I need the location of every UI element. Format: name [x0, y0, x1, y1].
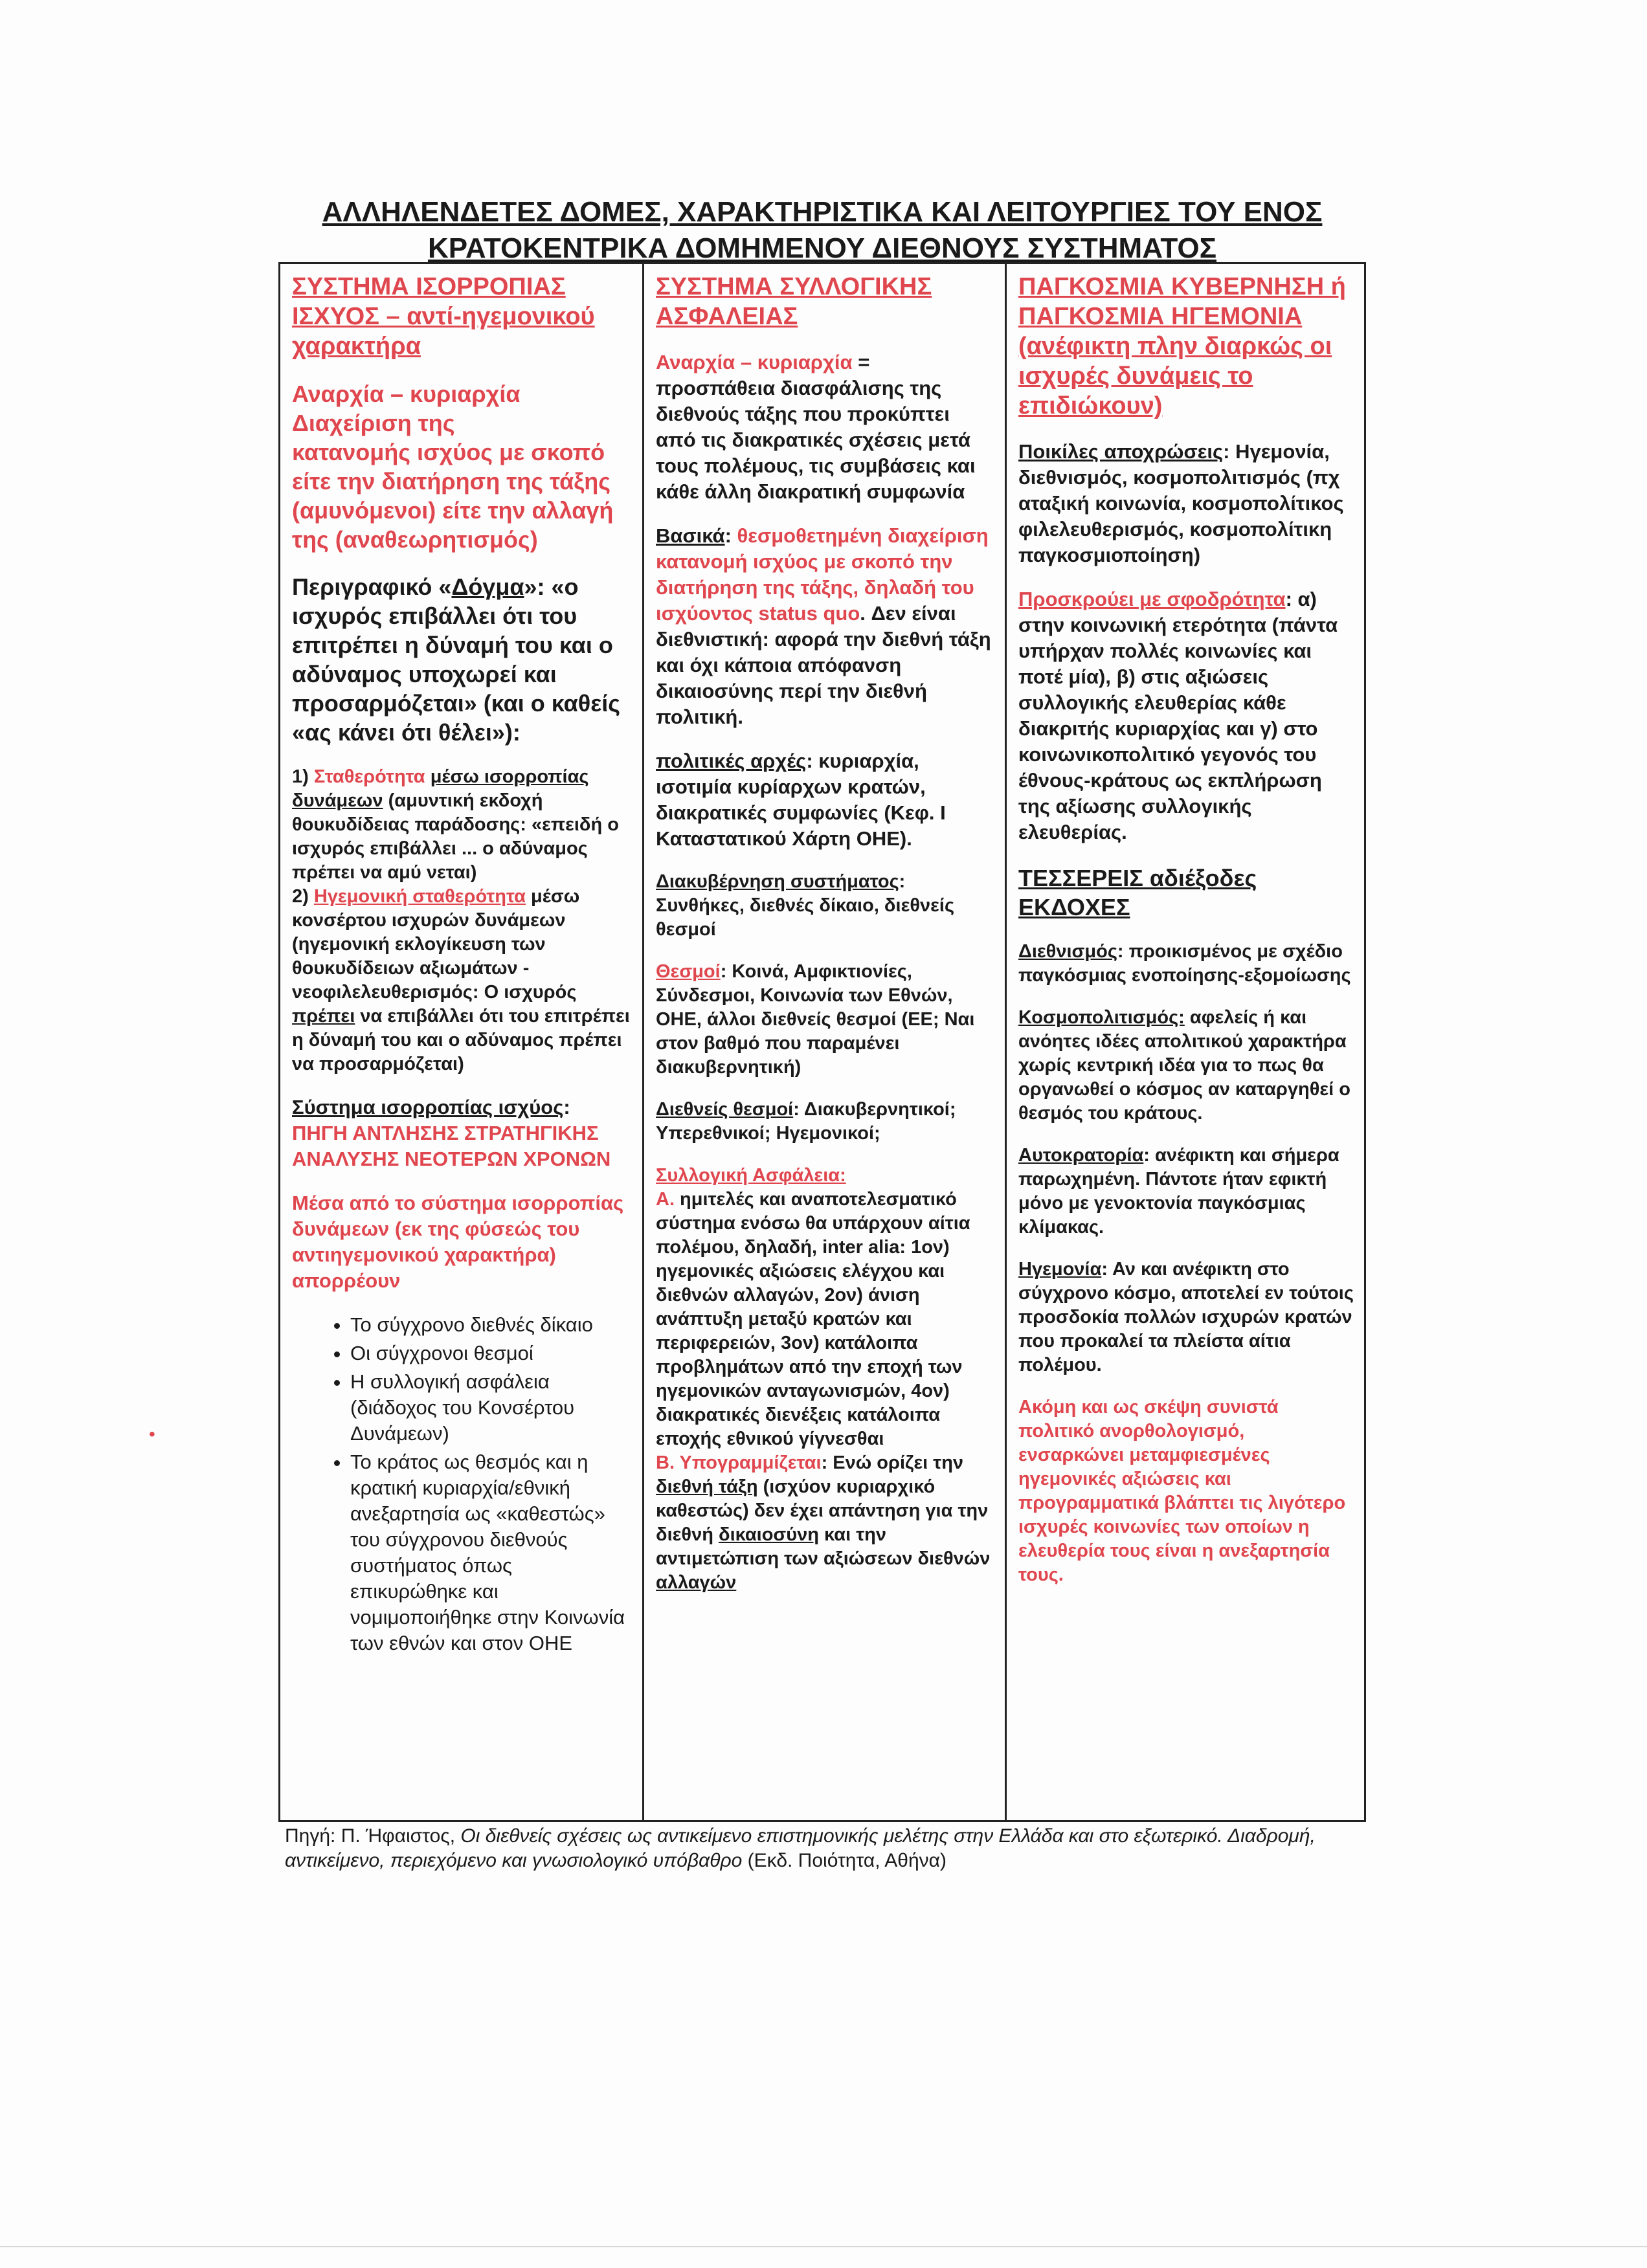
- dogma-post: »: «ο ισχυρός επιβάλλει ότι του επιτρέπει η δύναμή του και ο αδύναμος υποχωρεί και προσαρμόζεται» (και ο καθείς «ας κάνει ότι θέλει»):: [292, 573, 621, 746]
- anarchy-rest: = προσπάθεια διασφάλισης της διεθνούς τάξης που προκύπτει από τις διακρατικές σχέσεις μετά τους πολέμους, τις συμβάσεις και κάθε άλλη διακρατική συμφωνία: [656, 351, 976, 503]
- p2-rest1: μέσω κονσέρτου ισχυρών δυνάμεων (ηγεμονική εκλογίκευση των θουκυδίδειων αξιωμάτων - νεοφιλελευθερισμός: Ο ισχυρός: [292, 886, 580, 1003]
- col3-cosmopolitanism: [1018, 1006, 1354, 1126]
- col3-empire: [1018, 1144, 1354, 1240]
- col1-bullet-list: [305, 1312, 631, 1656]
- emp-label: Αυτοκρατορία: [1018, 1145, 1144, 1166]
- intl-rest: : Διακυβερνητικοί; Υπερεθνικοί; Ηγεμονικοί;: [656, 1099, 956, 1144]
- col2-anarchy: [656, 350, 993, 505]
- col3-internationalism: [1018, 940, 1354, 988]
- b-red: Β. Υπογραμμίζεται: [656, 1452, 822, 1473]
- col1-point-1: [292, 765, 631, 1076]
- column-collective-security: [644, 264, 1007, 1820]
- list-item: • Το κράτος ως θεσμός και η κρατική κυριαρχία/εθνική ανεξαρτησία ως «καθεστώς» του σύγχρονου διεθνούς συστήματος όπως επικυρώθηκε και νομιμοποιήθηκε στην Κοινωνία των εθνών και στον ΟΗΕ: [350, 1449, 631, 1656]
- inst-label: Θεσμοί: [656, 961, 721, 982]
- coll-label: Συλλογική Ασφάλεια:: [656, 1165, 846, 1186]
- gov-label: Διακυβέρνηση συστήματος: [656, 871, 899, 892]
- b-rest3: και την αντιμετώπιση των αξιώσεων διεθνών: [656, 1524, 991, 1569]
- sys-label: Σύστημα ισορροπίας ισχύος: [292, 1096, 564, 1118]
- col2-political: [656, 748, 993, 852]
- a-red: Α.: [656, 1189, 675, 1210]
- dogma-word: Δόγμα: [451, 573, 524, 600]
- clash-rest: : α) στην κοινωνική ετερότητα (πάντα υπήρχαν πολλές κοινωνίες και ποτέ μία), β) στις αξιώσεις συλλογικής ελευθερίας κάθε διακριτής κυριαρχίας και γ) στο κοινωνικοπολιτικό γεγονός του έθνους-κράτους ως εκπλήρωση της αξίωσης συλλογικής ελευθερίας.: [1018, 588, 1338, 843]
- title-line-2: ΚΡΑΤΟΚΕΝΤΡΙΚΑ ΔΟΜΗΜΕΝΟΥ ΔΙΕΘΝΟΥΣ ΣΥΣΤΗΜΑΤΟΣ: [427, 232, 1217, 264]
- b-u3: αλλαγών: [656, 1572, 737, 1593]
- p1-num: 1): [292, 766, 314, 787]
- basic-rest: . Δεν είναι διεθνιστική: αφορά την διεθνή τάξη και όχι κάποια απόφανση δικαιοσύνης περί την διεθνή πολιτική.: [656, 602, 991, 728]
- col3-closing: Ακόμη και ως σκέψη συνιστά πολιτικό ανορθολογισμό, ενσαρκώνει μεταμφιεσμένες ηγεμονικές αξιώσεις και προγραμματικά βλάπτει τις λιγότερο ισχυρές κοινωνίες των οποίων η ελευθερία τους είναι η ανεξαρτησία τους.: [1018, 1397, 1346, 1585]
- column-balance-of-power: [280, 264, 644, 1820]
- source-footer: [285, 1824, 1360, 1873]
- page-bottom-rule: [0, 2246, 1647, 2247]
- comparison-table: [278, 262, 1366, 1822]
- p2-u: πρέπει: [292, 1006, 355, 1027]
- col3-clash: [1018, 586, 1354, 845]
- b-rest2: (ισχύον κυριαρχικό καθεστώς) δεν έχει απάντηση για την διεθνή: [656, 1476, 989, 1545]
- basic-colon: :: [724, 524, 737, 547]
- column-heading: ΣΥΣΤΗΜΑ ΣΥΛΛΟΓΙΚΗΣ ΑΣΦΑΛΕΙΑΣ: [656, 273, 932, 330]
- anarchy-red: Αναρχία – κυριαρχία: [656, 351, 853, 373]
- source-title: Οι διεθνείς σχέσεις ως αντικείμενο επιστημονικής μελέτης στην Ελλάδα και στο εξωτερικό. Διαδρομή, αντικείμενο, περιεχόμενο και γνωσιολογικό υπόβαθρο: [285, 1825, 1316, 1871]
- b-u1: διεθνή τάξη: [656, 1476, 758, 1497]
- intl-label: Διεθνείς θεσμοί: [656, 1099, 794, 1120]
- variants-rest: : Ηγεμονία, διεθνισμός, κοσμοπολιτισμός (πχ αταξική κοινωνία, κοσμοπολίτικος φιλελευθερισμός, κοσμοπολίτικη παγκοσμιοποίηση): [1018, 440, 1344, 566]
- col2-basic: [656, 523, 993, 730]
- col1-intro-rest: κατανομής ισχύος με σκοπό είτε την διατήρηση της τάξης (αμυνόμενοι) είτε την αλλαγή της (αναθεωρητισμός): [292, 439, 614, 553]
- col1-intro-line1: Αναρχία – κυριαρχία: [292, 381, 521, 407]
- col1-system: [292, 1095, 631, 1172]
- p2-rest2: να επιβάλλει ότι του επιτρέπει η δύναμή του και ο αδύναμος πρέπει να προσαρμόζεται): [292, 1006, 630, 1074]
- title-line-1: ΑΛΛΗΛΕΝΔΕΤΕΣ ΔΟΜΕΣ, ΧΑΡΑΚΤΗΡΙΣΤΙΚΑ ΚΑΙ ΛΕΙΤΟΥΡΓΙΕΣ ΤΟΥ ΕΝΟΣ: [322, 196, 1323, 228]
- sys-red: ΠΗΓΗ ΑΝΤΛΗΣΗΣ ΣΤΡΑΤΗΓΙΚΗΣ ΑΝΑΛΥΣΗΣ ΝΕΟΤΕΡΩΝ ΧΡΟΝΩΝ: [292, 1122, 611, 1170]
- intl3-rest: : προικισμένος με σχέδιο παγκόσμιας ενοποίησης-εξομοίωσης: [1018, 941, 1351, 986]
- dogma-pre: Περιγραφικό «: [292, 573, 452, 600]
- basic-label: Βασικά: [656, 524, 725, 547]
- col3-variants: [1018, 439, 1354, 568]
- inst-rest: : Κοινά, Αμφικτιονίες, Σύνδεσμοι, Κοινωνία των Εθνών, ΟΗΕ, άλλοι διεθνείς θεσμοί (ΕΕ; Ναι στον βαθμό που παραμένει διακυβερνητική): [656, 961, 975, 1078]
- pol-rest: : κυριαρχία, ισοτιμία κυρίαρχων κρατών, διακρατικές συμφωνίες (Κεφ. Ι Καταστατικού Χάρτη ΟΗΕ).: [656, 750, 946, 850]
- col1-through: Μέσα από το σύστημα ισορροπίας δυνάμεων (εκ της φύσεώς του αντιηγεμονικού χαρακτήρα) απορρέουν: [292, 1192, 624, 1292]
- heg-rest: : Αν και ανέφικτη στο σύγχρονο κόσμο, αποτελεί εν τούτοις προσδοκία πολλών ισχυρών κρατών που προκαλεί τα πλείστα αίτια πολέμου.: [1018, 1259, 1354, 1375]
- variants-label: Ποικίλες αποχρώσεις: [1018, 440, 1224, 463]
- col1-intro: [292, 379, 631, 554]
- p1-u: μέσω ισορροπίας δυνάμεων: [292, 766, 589, 811]
- stray-mark-icon: •: [149, 1424, 155, 1444]
- col3-hegemony: [1018, 1258, 1354, 1377]
- b-rest1: : Ενώ ορίζει την: [821, 1452, 964, 1473]
- list-item: • Η συλλογική ασφάλεια (διάδοχος του Κονσέρτου Δυνάμεων): [350, 1369, 631, 1447]
- col2-collective: [656, 1164, 993, 1595]
- col3-four-variants: ΤΕΣΣΕΡΕΙΣ αδιέξοδες ΕΚΔΟΧΕΣ: [1018, 865, 1257, 920]
- source-pub: (Εκδ. Ποιότητα, Αθήνα): [742, 1850, 947, 1871]
- p2-num: 2): [292, 886, 314, 907]
- clash-label: Προσκρούει με σφοδρότητα: [1018, 588, 1286, 610]
- b-u2: δικαιοσύνη: [718, 1524, 819, 1545]
- col2-governance: [656, 870, 993, 942]
- cosmo-rest: αφελείς ή και ανόητες ιδέες απολιτικού χαρακτήρα χωρίς κεντρική ιδέα για το πως θα οργανωθεί ο κόσμος αν καταργηθεί ο θεσμός του κράτους.: [1018, 1007, 1350, 1124]
- col2-intl-institutions: [656, 1098, 993, 1146]
- list-item: • Οι σύγχρονοι θεσμοί: [350, 1340, 631, 1366]
- p1-red: Σταθερότητα: [313, 766, 425, 787]
- column-heading: ΠΑΓΚΟΣΜΙΑ ΚΥΒΕΡΝΗΣΗ ή ΠΑΓΚΟΣΜΙΑ ΗΓΕΜΟΝΙΑ (ανέφικτη πλην διαρκώς οι ισχυρές δυνάμεις το επιδιώκουν): [1018, 273, 1346, 419]
- cosmo-label: Κοσμοπολιτισμός:: [1018, 1007, 1185, 1028]
- p2-red: Ηγεμονική σταθερότητα: [313, 886, 526, 907]
- intl3-label: Διεθνισμός: [1018, 941, 1117, 962]
- col2-institutions: [656, 960, 993, 1080]
- list-item: • Το σύγχρονο διεθνές δίκαιο: [350, 1312, 631, 1338]
- basic-red: θεσμοθετημένη διαχείριση κατανομή ισχύος με σκοπό την διατήρηση της τάξης, δηλαδή του ισχύοντος status quo: [656, 524, 989, 625]
- source-label: Πηγή: Π. Ήφαιστος,: [285, 1825, 461, 1847]
- p1-rest: (αμυντική εκδοχή θουκυδίδειας παράδοσης: «επειδή ο ισχυρός επιβάλλει ... ο αδύναμος πρέπει να αμύ νεται): [292, 790, 619, 883]
- column-global-governance: [1007, 264, 1366, 1820]
- col1-intro-line2: Διαχείριση της: [292, 410, 455, 436]
- emp-rest: : ανέφικτη και σήμερα παρωχημένη. Πάντοτε ήταν εφικτή μόνο με γενοκτονία παγκόσμιας κλίμακας.: [1018, 1145, 1339, 1238]
- page-title: [246, 194, 1398, 267]
- heg-label: Ηγεμονία: [1018, 1259, 1102, 1280]
- pol-label: πολιτικές αρχές: [656, 750, 807, 772]
- column-heading: ΣΥΣΤΗΜΑ ΙΣΟΡΡΟΠΙΑΣ ΙΣΧΥΟΣ – αντί-ηγεμονικού χαρακτήρα: [292, 273, 595, 360]
- gov-rest: : Συνθήκες, διεθνές δίκαιο, διεθνείς θεσμοί: [656, 871, 955, 940]
- sys-colon: :: [563, 1096, 570, 1118]
- a-rest: ημιτελές και αναποτελεσματικό σύστημα ενόσω θα υπάρχουν αίτια πολέμου, δηλαδή, inter alia: 1ον) ηγεμονικές αξιώσεις ελέγχου και διεθνών αλλαγών, 2ον) άνιση ανάπτυξη μεταξύ κρατών και περιφερειών, 3ον) κατάλοιπα προβλημάτων από την εποχή των ηγεμονικών ανταγωνισμών, 4ον) διακρατικές διενέξεις κατάλοιπα εποχής εθνικού γίγνεσθαι: [656, 1189, 970, 1449]
- col1-dogma: [292, 572, 631, 747]
